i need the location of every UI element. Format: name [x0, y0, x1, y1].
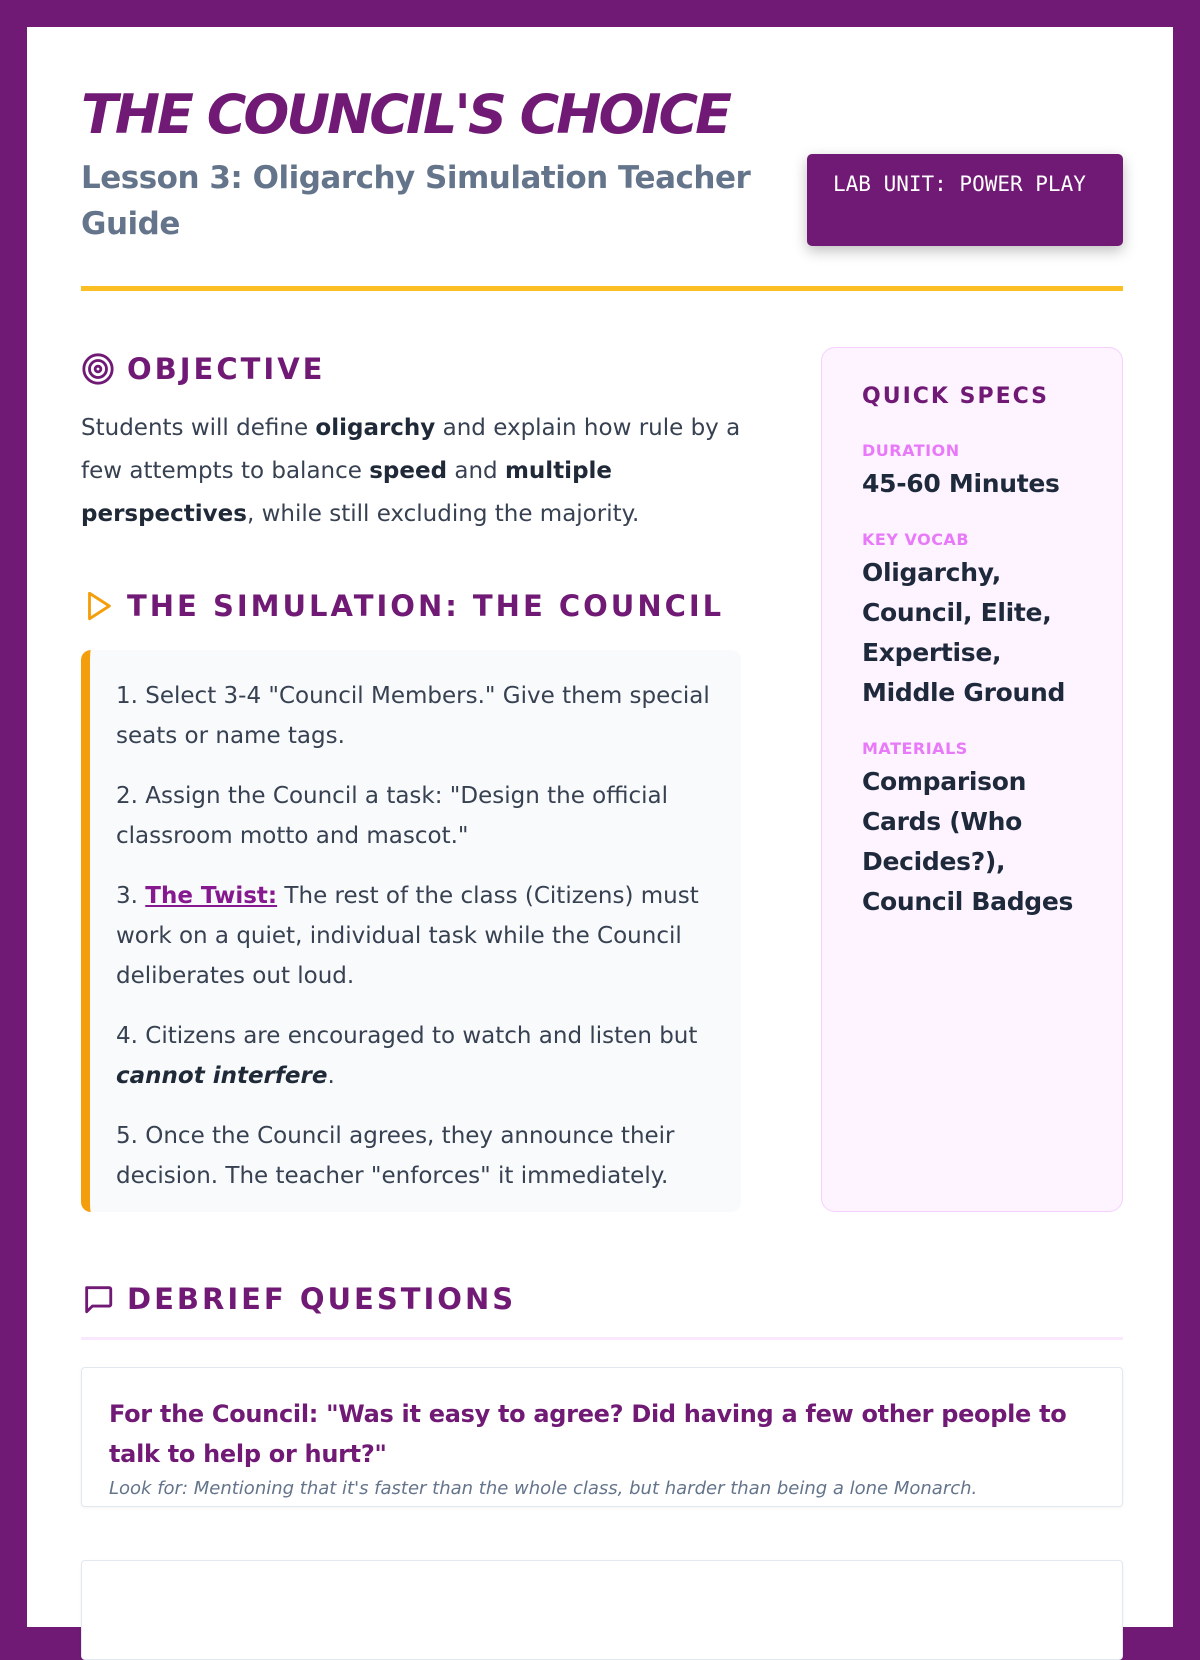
lesson-page [27, 27, 1173, 1627]
debrief-question: For the Council: "Was it easy to agree? Did having a few other people to talk to help or hurt?" [109, 1400, 1067, 1468]
step-item: 4. Citizens are encouraged to watch and listen but cannot interfere. [116, 1023, 698, 1089]
debrief-heading-label: DEBRIEF QUESTIONS [127, 1282, 517, 1316]
page-subtitle: Lesson 3: Oligarchy Simulation Teacher Guide [81, 160, 751, 242]
unit-badge: LAB UNIT: POWER PLAY [807, 154, 1123, 246]
duration-label: DURATION [862, 441, 960, 460]
objective-text: Students will define oligarchy and explain how rule by a few attempts to balance speed and multiple perspectives, while still excluding the majority. [81, 415, 741, 527]
quick-specs-title: QUICK SPECS [862, 384, 1049, 409]
simulation-heading [81, 586, 724, 626]
simulation-heading-label: THE SIMULATION: THE COUNCIL [127, 589, 725, 623]
duration-value: 45-60 Minutes [862, 469, 1060, 498]
quick-specs-panel [821, 347, 1123, 1212]
step-item: 1. Select 3-4 "Council Members." Give them special seats or name tags. [116, 683, 710, 749]
step-item: 2. Assign the Council a task: "Design the official classroom motto and mascot." [116, 783, 668, 849]
target-icon [81, 352, 115, 386]
step-item: 3. The Twist: The rest of the class (Citizens) must work on a quiet, individual task while the Council deliberates out loud. [116, 883, 699, 989]
simulation-steps [81, 650, 741, 1212]
key-vocab-label: KEY VOCAB [862, 530, 970, 549]
debrief-hint: Look for: Mentioning that it's faster than the whole class, but harder than being a lone Monarch. [109, 1478, 978, 1499]
debrief-divider [81, 1337, 1123, 1340]
debrief-heading [81, 1279, 516, 1319]
objective-heading-label: OBJECTIVE [127, 352, 326, 386]
materials-label: MATERIALS [862, 739, 968, 758]
materials-value: Comparison Cards (Who Decides?), Council Badges [862, 767, 1074, 916]
cannot-interfere-emphasis: cannot interfere [116, 1063, 328, 1089]
objective-heading [81, 349, 325, 389]
chat-bubble-icon [81, 1282, 115, 1316]
play-icon [81, 589, 115, 623]
header-divider [81, 286, 1123, 291]
twist-label: The Twist: [145, 883, 278, 909]
page-title: THE COUNCIL'S CHOICE [81, 83, 729, 146]
debrief-question-card-next [81, 1560, 1123, 1660]
debrief-question-card [81, 1367, 1123, 1507]
key-vocab-value: Oligarchy, Council, Elite, Expertise, Middle Ground [862, 558, 1066, 707]
step-item: 5. Once the Council agrees, they announce their decision. The teacher "enforces" it immediately. [116, 1123, 675, 1189]
